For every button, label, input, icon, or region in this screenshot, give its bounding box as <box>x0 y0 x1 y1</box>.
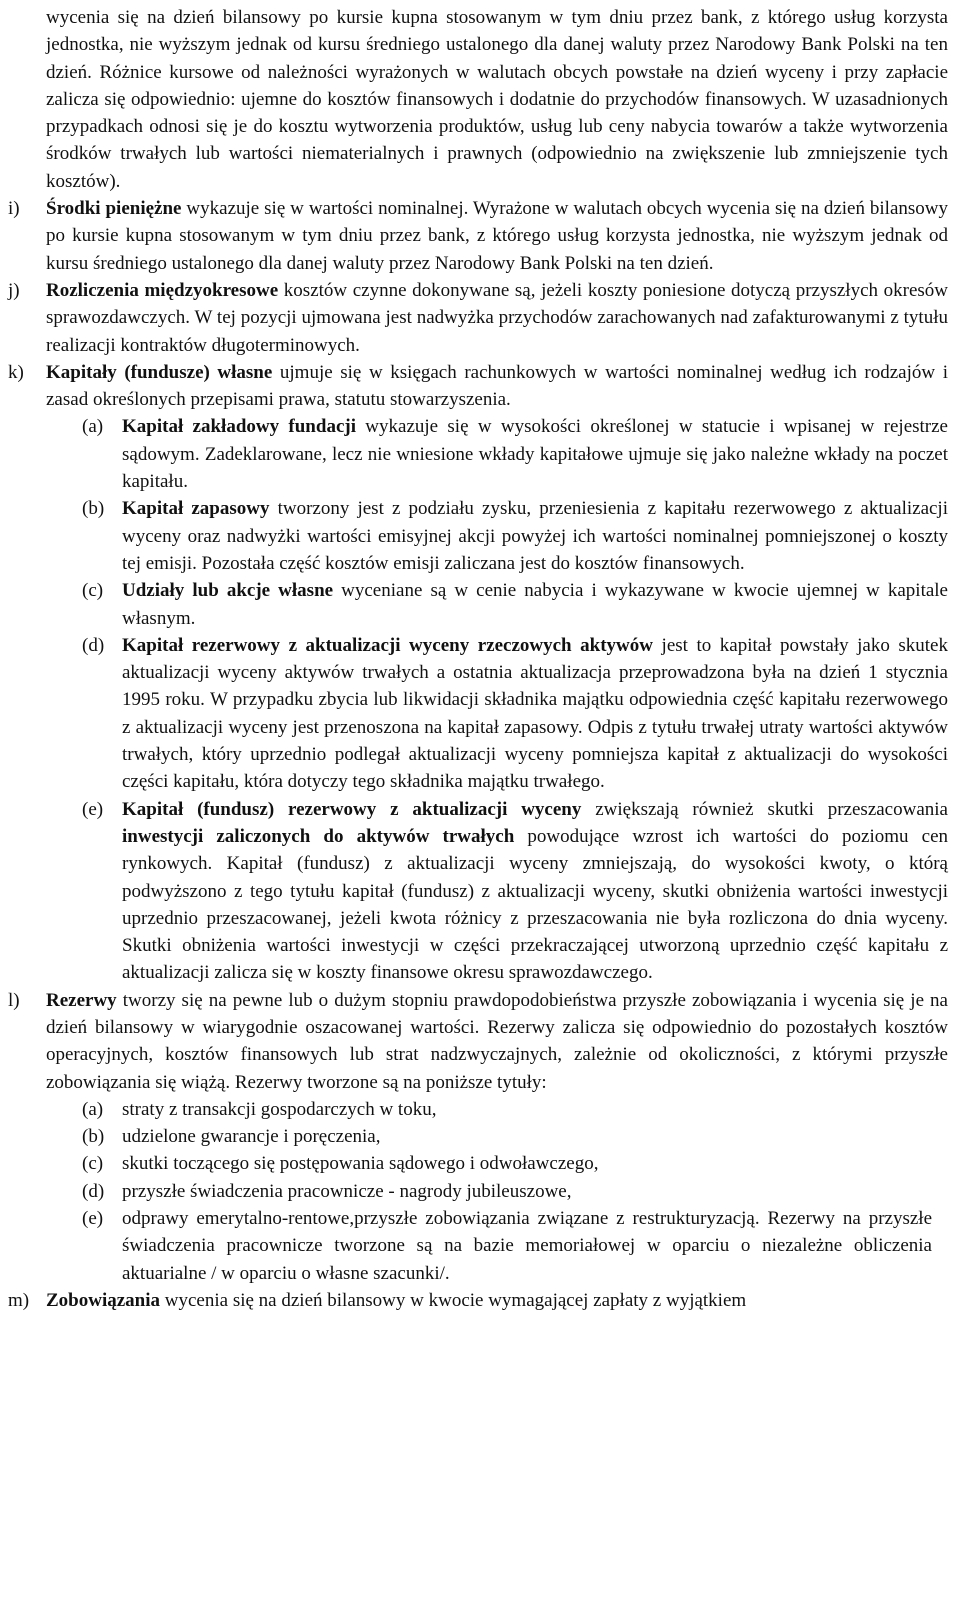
subitem-text: wyceniane są w cenie nabycia i wykazywane w kwocie ujemnej w kapitale własnym. <box>122 580 948 629</box>
item-text: kosztów czynne dokonywane są, jeżeli koszty poniesione dotyczą przyszłych okresów sprawozdawczych. W tej pozycji ujmowana jest nadwyżka przychodów zarachowanych nad zafakturowanymi z tytułu realizacji kontraktów długoterminowych. <box>46 279 948 356</box>
subitem-term: Kapitał zapasowy <box>122 498 270 520</box>
subitem-term: Kapitał (fundusz) rezerwowy z aktualizacji wyceny <box>122 798 582 820</box>
item-marker: k) <box>8 361 24 383</box>
item-term: Środki pieniężne <box>46 198 182 220</box>
item-marker: j) <box>8 279 20 301</box>
subitem-marker: (d) <box>82 1180 105 1202</box>
subitem-l-b <box>0 1123 960 1150</box>
item-marker: i) <box>8 198 20 220</box>
subitem-k-a <box>0 413 960 495</box>
subitem-l-d <box>0 1178 960 1205</box>
item-k <box>0 359 960 414</box>
intro-paragraph: wycenia się na dzień bilansowy po kursie kupna stosowanym w tym dniu przez bank, z którego usług korzysta jednostka, nie wyższym jednak od kursu średniego ustalonego dla danej waluty przez Narodowy Bank Polski na ten dzień. Różnice kursowe od należności wyrażonych w walutach obcych powstałe na dzień wyceny i przy zapłacie zalicza się odpowiednio: ujemne do kosztów finansowych i dodatnie do przychodów finansowych. W uzasadnionych przypadkach odnosi się je do kosztu wytworzenia produktów, usług lub ceny nabycia towarów a także wytworzenia środków trwałych lub wartości niematerialnych i prawnych (odpowiednio na zwiększenie lub zmniejszenie tych kosztów). <box>46 7 948 192</box>
item-m <box>0 1287 960 1314</box>
item-term: Rozliczenia międzyokresowe <box>46 279 279 301</box>
subitem-text: zwiększają również skutki przeszacowania <box>581 798 948 820</box>
subitem-text: wykazuje się w wysokości określonej w statucie i wpisanej w rejestrze sądowym. Zadeklarowane, lecz nie wniesione wkłady kapitałowe ujmuje się jako należne wkłady na poczet kapitału. <box>122 416 948 493</box>
subitem-text: tworzony jest z podziału zysku, przeniesienia z kapitału rezerwowego z aktualizacji wyceny oraz nadwyżki wartości emisyjnej akcji powyżej ich wartości nominalnej pomniejszonej o koszty tej emisji. Pozostała część kosztów emisji zaliczana jest do kosztów finansowych. <box>122 498 948 574</box>
subitem-text: odprawy emerytalno-rentowe,przyszłe zobowiązania związane z restrukturyzacją. Rezerwy na przyszłe świadczenia pracownicze tworzone są na bazie memoriałowej w oparciu o niezależne obliczenia aktuarialne / w oparciu o własne szacunki/. <box>122 1208 932 1284</box>
item-term: Rezerwy <box>46 989 117 1011</box>
subitem-l-e <box>0 1205 960 1287</box>
item-text: wycenia się na dzień bilansowy w kwocie wymagającej zapłaty z wyjątkiem <box>160 1289 747 1311</box>
subitem-l-a <box>0 1096 960 1123</box>
subitem-k-e <box>0 796 960 987</box>
subitem-text: przyszłe świadczenia pracownicze - nagrody jubileuszowe, <box>122 1180 572 1202</box>
subitem-k-b <box>0 495 960 577</box>
subitem-text: jest to kapitał powstały jako skutek aktualizacji wyceny aktywów trwałych a ostatnia aktualizacja przeprowadzona była na dzień 1 stycznia 1995 roku. W przypadku zbycia lub likwidacji składnika majątku odpowiednia część kapitału rezerwowego z aktualizacji wyceny jest przenoszona na kapitał zapasowy. Odpis z tytułu trwałej utraty wartości aktywów trwałych, który uprzednio podlegał aktualizacji wyceny pomniejsza kapitał z aktualizacji do wysokości części kapitału, która dotyczy tego składnika majątku trwałego. <box>122 634 948 793</box>
item-marker: m) <box>8 1289 30 1311</box>
item-text: tworzy się na pewne lub o dużym stopniu prawdopodobieństwa przyszłe zobowiązania i wycenia się je na dzień bilansowy w wiarygodnie oszacowanej wartości. Rezerwy zalicza się odpowiednio do pozostałych kosztów operacyjnych, kosztów finansowych lub strat nadzwyczajnych, zależnie od okoliczności, z którymi przyszłe zobowiązania się wiążą. Rezerwy tworzone są na poniższe tytuły: <box>46 989 948 1093</box>
item-term: Kapitały (fundusze) własne <box>46 361 273 383</box>
subitem-k-c <box>0 577 960 632</box>
item-text: wykazuje się w wartości nominalnej. Wyrażone w walutach obcych wycenia się na dzień bilansowy po kursie kupna stosowanym w tym dniu przez bank, z którego usług korzysta jednostka, nie wyższym jednak od kursu średniego ustalonego dla danej waluty przez Narodowy Bank Polski na ten dzień. <box>46 198 949 274</box>
subitem-term: Kapitał zakładowy fundacji <box>122 416 356 438</box>
item-marker: l) <box>8 989 20 1011</box>
item-j <box>0 277 960 359</box>
subitem-text: skutki toczącego się postępowania sądowego i odwoławczego, <box>122 1153 599 1175</box>
subitem-l-c <box>0 1150 960 1177</box>
subitem-marker: (b) <box>82 1126 105 1148</box>
subitem-text: straty z transakcji gospodarczych w toku, <box>122 1098 437 1120</box>
item-i <box>0 195 960 277</box>
subitem-text: powodujące wzrost ich wartości do poziomu cen rynkowych. Kapitał (fundusz) z aktualizacji wyceny zmniejszają, do wysokości kwoty, o którą podwyższono z tego tytułu kapitał (fundusz) z aktualizacji wyceny, skutki obniżenia wartości inwestycji uprzednio przeszacowanej, jeżeli kwota różnicy z przeszacowania nie była rozliczona do dnia wyceny. Skutki obniżenia wartości inwestycji w części przekraczającej utworzoną uprzednio część kapitału z aktualizacji zalicza się w koszty finansowe okresu sprawozdawczego. <box>122 825 948 984</box>
subitem-marker: (a) <box>82 1098 104 1120</box>
item-term: Zobowiązania <box>46 1289 161 1311</box>
subitem-k-d <box>0 632 960 796</box>
subitem-marker: (e) <box>82 1208 104 1230</box>
subitem-text: udzielone gwarancje i poręczenia, <box>122 1126 381 1148</box>
subitem-term-secondary: inwestycji zaliczonych do aktywów trwałych <box>122 825 515 847</box>
subitem-marker: (e) <box>82 798 104 820</box>
subitem-marker: (d) <box>82 634 105 656</box>
subitem-marker: (a) <box>82 416 104 438</box>
subitem-marker: (c) <box>82 580 104 602</box>
item-l <box>0 987 960 1096</box>
item-text: ujmuje się w księgach rachunkowych w wartości nominalnej według ich rodzajów i zasad określonych przepisami prawa, statutu stowarzyszenia. <box>46 361 948 411</box>
subitem-marker: (c) <box>82 1153 104 1175</box>
subitem-term: Udziały lub akcje własne <box>122 580 334 602</box>
subitem-marker: (b) <box>82 498 105 520</box>
subitem-term: Kapitał rezerwowy z aktualizacji wyceny rzeczowych aktywów <box>122 634 653 656</box>
